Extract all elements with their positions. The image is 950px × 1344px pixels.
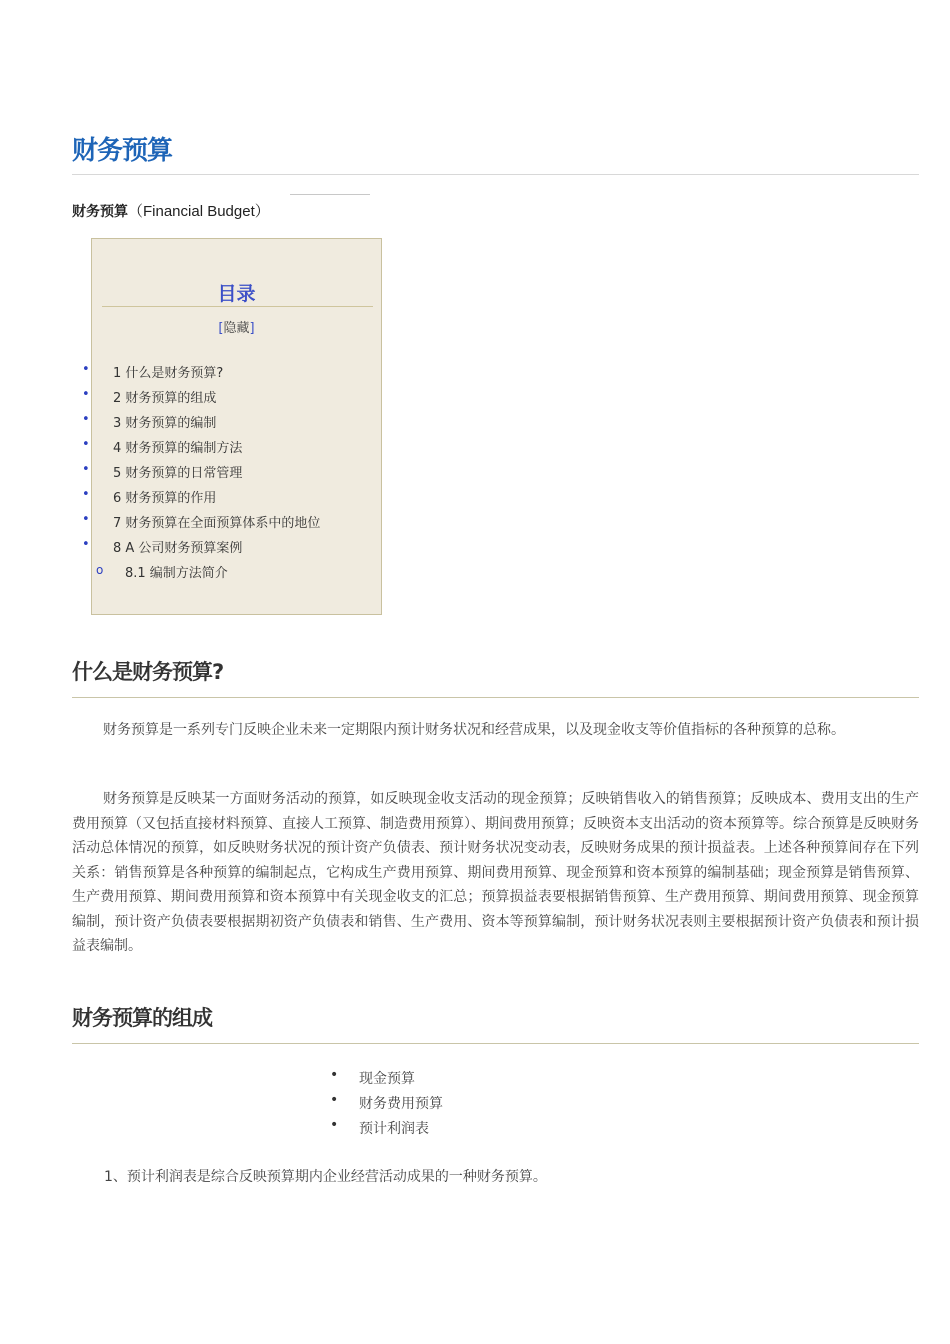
toc-toggle[interactable] [92,317,381,336]
toc-item-link[interactable]: 4 财务预算的编制方法 [113,441,243,456]
toc-toggle-link[interactable]: 隐藏 [223,321,250,336]
bullet-icon: • [82,462,90,477]
toc-item-link[interactable]: 8.1 编制方法简介 [125,566,228,581]
section-title-composition: 财务预算的组成 [72,1006,212,1030]
page-title: 财务预算 [72,136,173,166]
bullet-icon: • [82,387,90,402]
subtitle-english: （Financial Budget） [128,203,270,220]
bullet-icon: • [330,1067,339,1083]
bullet-icon: • [82,362,90,377]
list-item-text: 预计利润表 [359,1121,429,1137]
toc-toggle-open-bracket: [ [218,321,224,336]
circle-bullet-icon: o [96,563,104,577]
bullet-icon: • [82,487,90,502]
paragraph-definition: 财务预算是一系列专门反映企业未来一定期限内预计财务状况和经营成果，以及现金收支等价值指标的各种预算的总称。 [103,722,845,738]
list-item-text[interactable]: 财务费用预算 [359,1096,443,1112]
toc-title: 目录 [217,283,256,305]
toc-item-link[interactable]: 8 A 公司财务预算案例 [113,541,243,556]
bullet-icon: • [330,1092,339,1108]
toc-toggle-close-bracket: ] [249,321,255,336]
bullet-icon: • [82,437,90,452]
section-divider [72,1043,919,1044]
section-divider [72,697,919,698]
paragraph-note: 1、预计利润表是综合反映预算期内企业经营活动成果的一种财务预算。 [104,1169,547,1185]
toc-item-link[interactable]: 7 财务预算在全面预算体系中的地位 [113,516,321,531]
bullet-icon: • [82,537,90,552]
short-divider [290,194,370,195]
paragraph-detail: 财务预算是反映某一方面财务活动的预算，如反映现金收支活动的现金预算；反映销售收入的销售预算；反映成本、费用支出的生产费用预算（又包括直接材料预算、直接人工预算、制造费用预算）、期间费用预算；反映资本支出活动的资本预算等。综合预算是反映财务活动总体情况的预算，如反映财务状况的预计资产负债表、预计财务状况变动表，反映财务成果的预计损益表。上述各种预算间存在下列关系：销售预算是各种预算的编制起点，它构成生产费用预算、期间费用预算、现金预算和资本预算的编制基础；现金预算是销售预算、生产费用预算、期间费用预算和资本预算中有关现金收支的汇总；预算损益表要根据销售预算、生产费用预算、期间费用预算、现金预算编制，预计资产负债表要根据期初资产负债表和销售、生产费用、资本等预算编制，预计财务状况表则主要根据预计资产负债表和预计损益表编制。 [72,791,919,954]
subtitle-term: 财务预算 [72,204,128,220]
title-divider [72,174,919,175]
toc-item-link[interactable]: 5 财务预算的日常管理 [113,466,243,481]
toc-item-link[interactable]: 6 财务预算的作用 [113,491,217,506]
toc-item-link[interactable]: 2 财务预算的组成 [113,391,217,406]
toc-divider [102,306,373,307]
list-item-text: 现金预算 [359,1071,415,1087]
bullet-icon: • [82,512,90,527]
bullet-icon: • [330,1117,339,1133]
article-subtitle [72,200,270,221]
bullet-icon: • [82,412,90,427]
toc-item-link[interactable]: 3 财务预算的编制 [113,416,217,431]
toc-item-link[interactable]: 1 什么是财务预算? [113,366,224,381]
section-title-what: 什么是财务预算? [72,660,224,684]
